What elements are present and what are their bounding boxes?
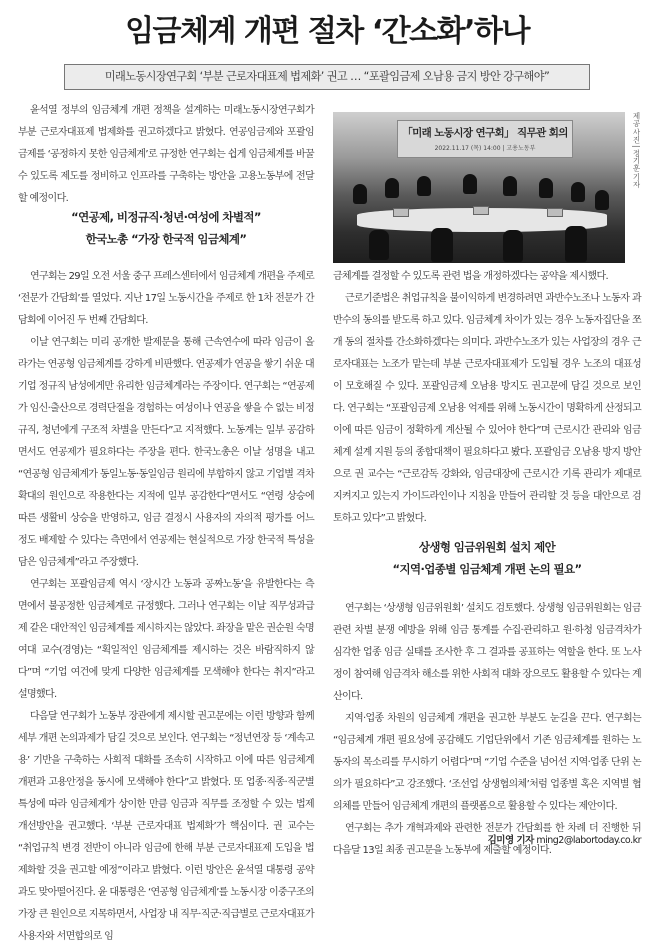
attendee bbox=[503, 176, 517, 196]
attendee bbox=[539, 178, 553, 198]
meeting-photo bbox=[333, 112, 625, 263]
left-paragraph-1: 연구회는 29일 오전 서울 중구 프레스센터에서 임금체계 개편을 주제로 ‘전문가 간담회’를 열었다. 지난 17일 노동시간을 주제로 한 1차 전문가 간담회에 이어진 두 번째 간담회다. bbox=[18, 271, 314, 326]
subheadline: 미래노동시장연구회 ‘부분 근로자대표제 법제화’ 권고 … “포괄임금제 오남용 금지 방안 강구해야” bbox=[64, 64, 590, 90]
intro-paragraph: 윤석열 정부의 임금체계 개편 정책을 설계하는 미래노동시장연구회가 부분 근로자대표제 법제화를 권고하겠다고 밝혔다. 연공임금제와 포괄임금제를 ‘공정하지 못한 임금체계’로 규정한 연구회는 쉽게 임금체계를 바꿀 수 있도록 제도를 정비하고 인프라를 구축하는 방안을 고용노동부에 전달할 예정이다. bbox=[18, 105, 314, 204]
photo-banner bbox=[397, 120, 573, 158]
attendee bbox=[571, 182, 585, 202]
right-heading-line-1: 상생형 임금위원회 설치 제안 bbox=[418, 540, 556, 554]
attendee bbox=[417, 176, 431, 196]
attendee bbox=[369, 230, 389, 260]
right-section-heading bbox=[333, 536, 641, 580]
attendee bbox=[503, 230, 523, 262]
left-heading-line-2: 한국노총 “가장 한국적 임금체계” bbox=[85, 232, 247, 246]
left-paragraph-3: 연구회는 포괄임금제 역시 ‘장시간 노동과 공짜노동’을 유발한다는 측면에서 불공정한 임금체계로 규정했다. 그러나 연구회는 이날 직무성과급제 같은 대안적인 임금체계를 제시하지는 않았다. 좌장을 맡은 권순원 숙명여대 교수(경영)는 “획일적인 임금체계를 제시하는 것은 바람직하지 않다”며 “기업 여건에 맞게 다양한 임금체계를 모색해야 한다는 취지”라고 설명했다. bbox=[18, 579, 314, 700]
laptop bbox=[393, 208, 409, 217]
left-heading-line-1: “연공제, 비정규직·청년·여성에 차별적” bbox=[71, 210, 261, 224]
reporter-email[interactable]: ming2@labortoday.co.kr bbox=[536, 835, 641, 846]
laptop bbox=[473, 206, 489, 215]
intro-column bbox=[18, 100, 314, 210]
attendee bbox=[431, 228, 453, 262]
reporter-name: 김미영 기자 bbox=[487, 835, 534, 846]
left-paragraph-2: 이날 연구회는 미리 공개한 발제문을 통해 근속연수에 따라 임금이 올라가는 연공형 임금체계를 강하게 비판했다. 연공제가 연공을 쌓기 쉬운 대기업 정규직 남성에게만 유리한 임금체계라는 주장이다. 연구회는 “연공제가 임신·출산으로 경력단절을 경험하는 여성이나 연공을 쌓을 수 없는 비정규직, 청년에게 구조적 차별을 만든다”고 지적했다. 노동계는 일부 공감하면서도 연공제가 필요하다는 주장을 편다. 한국노총은 이날 성명을 내고 “연공형 임금체계가 동일노동·동일임금 원리에 부합하지 않고 기업별 격차 확대의 원인으로 작용한다는 지적에 일부 공감한다”면서도 “연령 상승에 따른 생활비 상승을 반영하고, 임금 결정시 사용자의 자의적 평가를 어느 정도 배제할 수 있다는 측면에서 연공제는 현실적으로 가장 한국적 특성을 담은 임금체계”라고 주장했다. bbox=[18, 337, 314, 568]
headline: 임금체계 개편 절차 ‘간소화’하나 bbox=[125, 14, 529, 49]
right-paragraph-1: 금체계를 결정할 수 있도록 관련 법을 개정하겠다는 공약을 제시했다. bbox=[333, 271, 609, 282]
photo-banner-subtitle: 2022.11.17 (목) 14:00 | 고용노동부 bbox=[434, 145, 536, 152]
right-column-top bbox=[333, 266, 641, 530]
right-column-bottom bbox=[333, 598, 641, 862]
left-paragraph-4: 다음달 연구회가 노동부 장관에게 제시할 권고문에는 이런 방향과 함께 세부 개편 논의과제가 담길 것으로 보인다. 연구회는 “정년연장 등 ‘계속고용’ 기반을 구축하는 사회적 대화를 조속히 시작하고 이에 따른 임금체계 개편과 고용안정을 동시에 모색해야 한다”고 밝혔다. 또 업종·직종·직군별 특성에 따라 임금체계가 상이한 만큼 임금과 직무를 조정할 수 있는 법제 개선방안을 권고했다. ‘부분 근로자대표 법제화’가 핵심이다. 권 교수는 “취업규칙 변경 전반이 아니라 임금에 한해 부분 근로자대표제 도입을 법제화할 것을 권고할 예정”이라고 밝혔다. 이런 방안은 윤석열 대통령 공약과도 맞아떨어진다. 윤 대통령은 ‘연공형 임금체계’를 노동시장 이중구조의 가장 큰 원인으로 지목하면서, 사업장 내 직무·직군·직급별로 근로자대표가 사용자와 서면합의로 임 bbox=[18, 711, 314, 942]
left-column bbox=[18, 266, 314, 948]
right-paragraph-4: 지역·업종 차원의 임금체계 개편을 권고한 부분도 눈길을 끈다. 연구회는 “임금체계 개편 필요성에 공감해도 기업단위에서 기존 임금체계를 원하는 노동자의 목소리를 무시하기 어렵다”며 “기업 수준을 넘어선 지역·업종 단위 논의가 필요하다”고 강조했다. ‘조선업 상생협의체’처럼 업종별 혹은 지역별 협의체를 만들어 임금체계 개편의 플랫폼으로 활용할 수 있다는 제안이다. bbox=[333, 713, 641, 812]
attendee bbox=[353, 184, 367, 204]
photo-banner-title: 「미래 노동시장 연구회」 직무관 회의 bbox=[402, 127, 568, 139]
left-section-heading bbox=[18, 206, 314, 250]
attendee bbox=[595, 190, 609, 210]
attendee bbox=[565, 226, 587, 262]
right-paragraph-5: 연구회는 추가 개혁과제와 관련한 전문가 간담회를 한 차례 더 진행한 뒤 다음달 13일 최종 권고문을 노동부에 제출할 예정이다. bbox=[333, 823, 641, 856]
byline bbox=[333, 832, 641, 846]
attendee bbox=[385, 178, 399, 198]
right-paragraph-3: 연구회는 ‘상생형 임금위원회’ 설치도 검토했다. 상생형 임금위원회는 임금 관련 차별 분쟁 예방을 위해 임금 통계를 수집·관리하고 원·하청 임금격차가 심각한 업종 임금 실태를 조사한 후 그 결과를 공표하는 역할을 한다. 또 노사정이 참여해 임금격차 해소를 위한 사회적 대화 장으로도 활용할 수 있다는 계산이다. bbox=[333, 603, 641, 702]
laptop bbox=[547, 208, 563, 217]
right-heading-line-2: “지역·업종별 임금체계 개편 논의 필요” bbox=[392, 562, 582, 576]
attendee bbox=[463, 174, 477, 194]
photo-credit: 제공 사진 | 정기훈 기자 bbox=[632, 112, 641, 188]
right-paragraph-2: 근로기준법은 취업규칙을 불이익하게 변경하려면 과반수노조나 노동자 과반수의 동의를 받도록 하고 있다. 임금체계 차이가 있는 경우 노동자집단을 쪼개 동의 절차를 간소화하겠다는 의미다. 과반수노조가 있는 사업장의 경우 근로자대표는 노조가 맡는데 부분 근로자대표제가 도입될 경우 노조의 대표성이 모호해질 수 있다. 포괄임금제 오남용 방지도 권고문에 담길 것으로 보인다. 연구회는 “포괄임금제 오남용 억제를 위해 노동시간이 명확하게 산정되고 이에 따른 임금이 정확하게 계산될 수 있어야 한다”며 근로시간 관리와 임금체계 설계 지원 등의 종합대책이 필요하다고 봤다. 포괄임금 오남용 방지 방안으로 권 교수는 “근로감독 강화와, 임금대장에 근로시간 기록 관리가 제대로 지켜지고 있는지 가이드라인이나 지침을 만들어 관리할 것 등을 대안으로 검토하고 있다”고 밝혔다. bbox=[333, 293, 641, 524]
